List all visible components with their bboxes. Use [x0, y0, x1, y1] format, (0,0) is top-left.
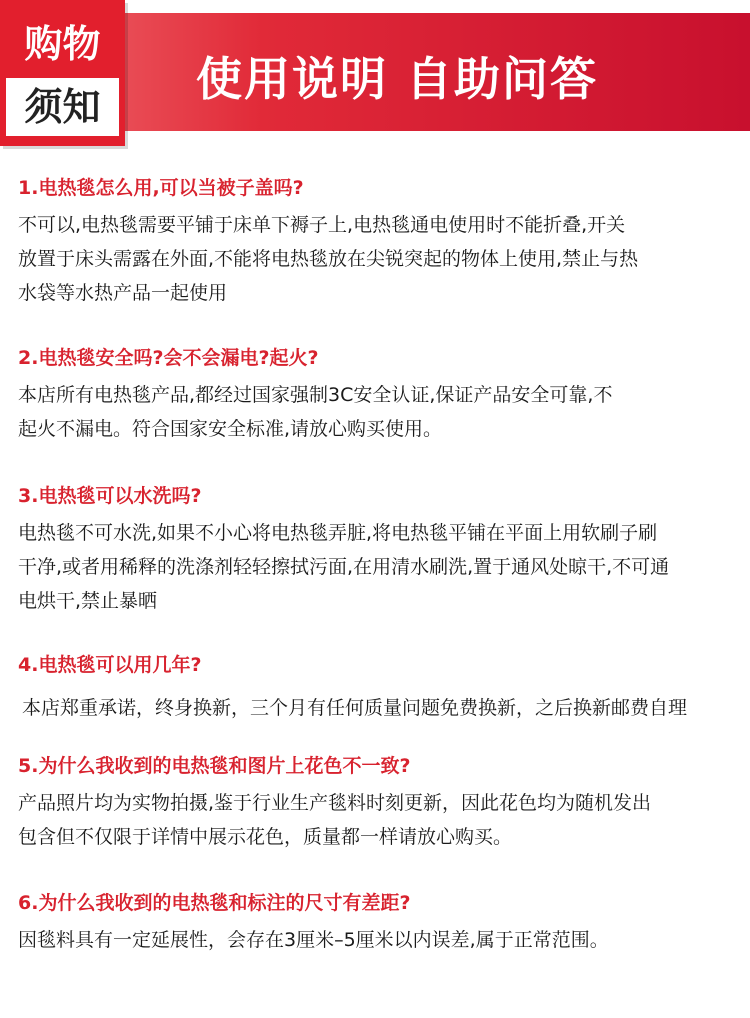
- faq-item-1: [18, 176, 733, 310]
- faq-answer: [18, 691, 733, 725]
- answer-line: 放置于床头需露在外面,不能将电热毯放在尖锐突起的物体上使用,禁止与热: [18, 248, 639, 270]
- faq-question: 3.电热毯可以水洗吗?: [18, 485, 202, 507]
- badge-top-text: 购物: [24, 22, 101, 66]
- answer-line: 不可以,电热毯需要平铺于床单下褥子上,电热毯通电使用时不能折叠,开关: [18, 214, 626, 236]
- answer-line: 包含但不仅限于详情中展示花色，质量都一样请放心购买。: [18, 826, 513, 848]
- faq-item-2: [18, 346, 733, 446]
- faq-item-6: [18, 891, 733, 957]
- answer-line: 起火不漏电。符合国家安全标准,请放心购买使用。: [18, 418, 443, 440]
- faq-question: 1.电热毯怎么用,可以当被子盖吗?: [18, 177, 304, 199]
- answer-line: 本店郑重承诺，终身换新，三个月有任何质量问题免费换新，之后换新邮费自理: [22, 697, 688, 719]
- answer-line: 产品照片均为实物拍摄,鉴于行业生产毯料时刻更新，因此花色均为随机发出: [18, 792, 652, 814]
- faq-question: 2.电热毯安全吗?会不会漏电?起火?: [18, 347, 319, 369]
- answer-line: 干净,或者用稀释的洗涤剂轻轻擦拭污面,在用清水刷洗,置于通风处晾干,不可通: [18, 556, 670, 578]
- faq-answer: [18, 378, 733, 446]
- answer-line: 因毯料具有一定延展性，会存在3厘米–5厘米以内误差,属于正常范围。: [18, 929, 609, 951]
- faq-answer: [18, 208, 733, 310]
- faq-item-4: [18, 653, 733, 725]
- faq-item-3: [18, 484, 733, 618]
- page-title: 使用说明 自助问答: [196, 52, 599, 106]
- answer-line: 本店所有电热毯产品,都经过国家强制3C安全认证,保证产品安全可靠,不: [18, 384, 613, 406]
- faq-answer: [18, 923, 733, 957]
- faq-question: 5.为什么我收到的电热毯和图片上花色不一致?: [18, 755, 411, 777]
- faq-answer: [18, 786, 733, 854]
- faq-item-5: [18, 754, 733, 854]
- answer-line: 电热毯不可水洗,如果不小心将电热毯弄脏,将电热毯平铺在平面上用软刷子刷: [18, 522, 658, 544]
- faq-question: 6.为什么我收到的电热毯和标注的尺寸有差距?: [18, 892, 411, 914]
- answer-line: 电烘干,禁止暴晒: [18, 590, 158, 612]
- faq-question: 4.电热毯可以用几年?: [18, 654, 202, 676]
- faq-answer: [18, 516, 733, 618]
- badge-bottom-text: 须知: [6, 78, 119, 136]
- answer-line: 水袋等水热产品一起使用: [18, 282, 228, 304]
- shopping-notice-badge: [0, 0, 125, 146]
